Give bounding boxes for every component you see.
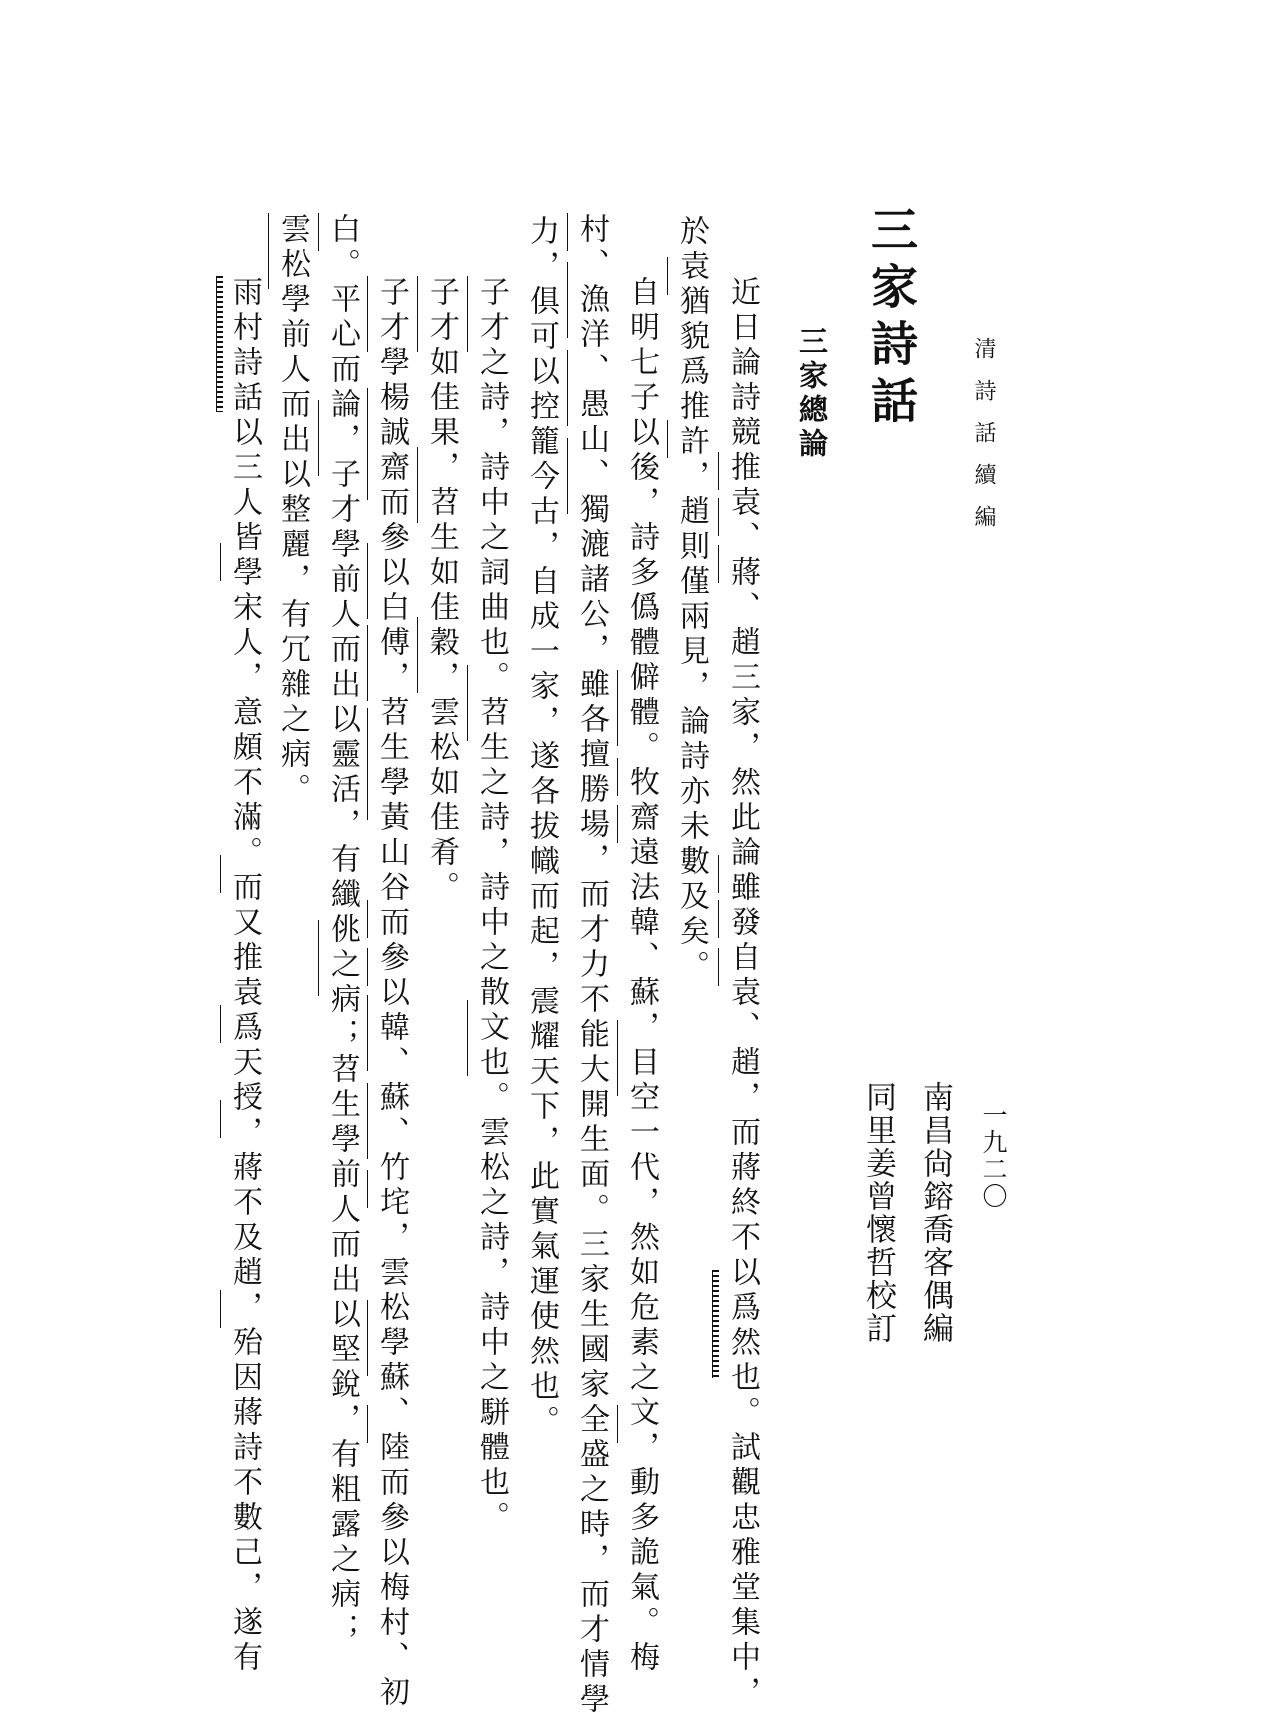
proper-name-mark <box>417 617 418 693</box>
proper-name-mark <box>367 1300 368 1376</box>
proper-name-mark <box>667 257 668 295</box>
proper-name-mark <box>367 995 368 1071</box>
editor-credit: 同里姜曾懷哲校訂 <box>860 1081 896 1345</box>
body-line: 子才如佳果，苕生如佳穀，雲松如佳肴。 <box>424 276 459 906</box>
body-line: 雨村詩話以三人皆學宋人，意頗不滿。而又推袁爲天授，蔣不及趙，殆因蔣詩不數己，遂有 <box>227 276 262 1676</box>
body-line: 自明七子以後，詩多僞體僻體。牧齋遠法韓、蘇，目空一代，然如危素之文，動多詭氣。梅 <box>624 276 659 1676</box>
proper-name-mark <box>417 276 418 352</box>
proper-name-mark <box>667 420 668 458</box>
proper-name-mark <box>367 276 368 352</box>
body-line: 力，俱可以控籠今古，自成一家，遂各拔幟而起，震耀天下，此實氣運使然也。 <box>524 215 559 1440</box>
proper-name-mark <box>367 543 368 619</box>
body-line: 於袁猶貌爲推許，趙則僅兩見，論詩亦未數及矣。 <box>674 215 709 985</box>
proper-name-mark <box>617 758 618 796</box>
body-line: 子才之詩，詩中之詞曲也。苕生之詩，詩中之散文也。雲松之詩，詩中之駢體也。 <box>474 276 509 1536</box>
proper-name-mark <box>220 543 221 581</box>
proper-name-mark <box>367 1083 368 1159</box>
proper-name-mark <box>617 670 618 746</box>
book-title: 三家詩話 <box>863 205 918 433</box>
proper-name-mark <box>567 438 568 514</box>
proper-name-mark <box>367 625 368 701</box>
proper-name-mark <box>220 1290 221 1328</box>
proper-name-mark <box>367 948 368 986</box>
body-line: 白。平心而論，子才學前人而出以靈活，有纖佻之病；苕生學前人而出以堅銳，有粗露之病； <box>325 213 360 1648</box>
proper-name-mark <box>718 452 719 490</box>
body-line: 村、漁洋、愚山、獨漉諸公，雖各擅勝場，而才力不能大開生面。三家生國家全盛之時，而才情學 <box>574 213 609 1718</box>
proper-name-mark <box>567 350 568 426</box>
book-title-mark <box>712 1270 719 1378</box>
proper-name-mark <box>318 400 319 476</box>
compiler-credit: 南昌尙鎔喬客偶編 <box>917 1081 953 1345</box>
body-line: 雲松學前人而出以整麗，有冗雜之病。 <box>275 213 310 808</box>
proper-name-mark <box>718 900 719 938</box>
proper-name-mark <box>220 1100 221 1138</box>
page-number: 一九二〇 <box>979 1102 1008 1210</box>
proper-name-mark <box>318 920 319 996</box>
section-title: 三家總論 <box>795 326 829 462</box>
proper-name-mark <box>220 1005 221 1043</box>
running-title: 清詩話續編 <box>971 337 996 547</box>
proper-name-mark <box>617 1020 618 1096</box>
proper-name-mark <box>567 262 568 338</box>
proper-name-mark <box>367 388 368 500</box>
proper-name-mark <box>567 213 568 251</box>
proper-name-mark <box>718 498 719 536</box>
proper-name-mark <box>467 1000 468 1076</box>
proper-name-mark <box>367 708 368 820</box>
proper-name-mark <box>318 213 319 251</box>
proper-name-mark <box>268 213 269 289</box>
body-line: 近日論詩競推袁、蔣、趙三家，然此論雖發自袁、趙，而蔣終不以爲然也。試觀忠雅堂集中， <box>725 276 760 1711</box>
proper-name-mark <box>367 900 368 938</box>
proper-name-mark <box>467 276 468 352</box>
proper-name-mark <box>718 545 719 583</box>
proper-name-mark <box>718 948 719 986</box>
proper-name-mark <box>467 665 468 741</box>
proper-name-mark <box>367 1405 368 1443</box>
proper-name-mark <box>417 447 418 523</box>
proper-name-mark <box>220 855 221 893</box>
proper-name-mark <box>367 1170 368 1208</box>
proper-name-mark <box>718 855 719 893</box>
book-title-mark <box>216 276 223 412</box>
proper-name-mark <box>617 1405 618 1443</box>
body-line: 子才學楊誠齋而參以白傅，苕生學黃山谷而參以韓、蘇、竹垞，雲松學蘇、陸而參以梅村、初 <box>374 276 409 1711</box>
proper-name-mark <box>617 805 618 843</box>
